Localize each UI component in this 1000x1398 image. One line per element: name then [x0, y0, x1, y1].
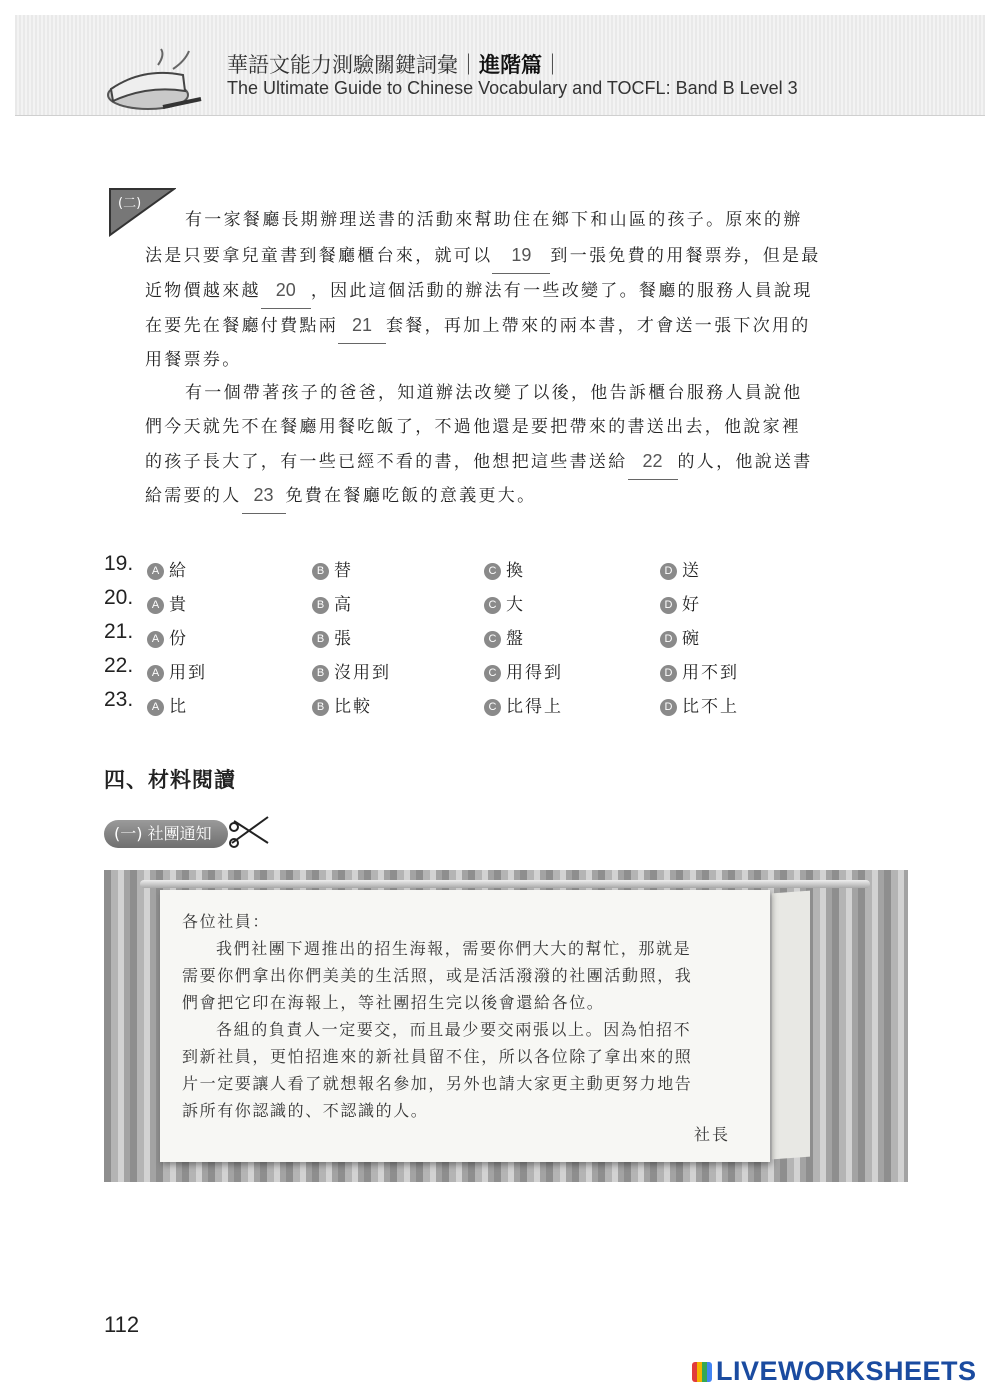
notice-line: 訴所有你認識的、不認識的人。 [182, 1101, 429, 1120]
blank-21-input[interactable]: 21 [338, 308, 386, 344]
passage-line [145, 478, 865, 514]
header-title-main: 華語文能力測驗關鍵詞彙｜ [227, 53, 479, 77]
option-d[interactable] [660, 590, 701, 615]
passage-line [145, 308, 865, 344]
option-c[interactable] [484, 658, 563, 683]
passage-line [145, 238, 865, 274]
passage-text: 的人，他說送書 [677, 452, 813, 472]
option-b[interactable] [312, 658, 391, 683]
passage-text: 到一張免費的用餐票券，但是最 [550, 246, 821, 266]
passage-text: 近物價越來越 [145, 281, 261, 301]
option-badge-icon: B [312, 631, 329, 648]
option-text: 比 [169, 697, 188, 717]
liveworksheets-logo [692, 1356, 977, 1387]
page-header [15, 15, 985, 116]
scissors-icon [228, 813, 272, 849]
subsection-tag: (一) 社團通知 [104, 820, 228, 848]
option-text: 送 [682, 561, 701, 581]
liveworksheets-text: LIVEWORKSHEETS [716, 1356, 977, 1386]
passage-text: 在要先在餐廳付費點兩 [145, 316, 338, 336]
option-badge-icon: D [660, 665, 677, 682]
passage-line [145, 410, 865, 445]
passage-text: ，因此這個活動的辦法有一些改變了。餐廳的服務人員說現 [310, 281, 813, 301]
option-badge-icon: B [312, 665, 329, 682]
passage-text: 有一個帶著孩子的爸爸，知道辦法改變了以後，他告訴櫃台服務人員說他 [185, 383, 803, 403]
notice-line: 們會把它印在海報上，等社團招生完以後會還給各位。 [182, 993, 605, 1012]
notice-line: 需要你們拿出你們美美的生活照，或是活活潑潑的社團活動照，我 [182, 966, 693, 985]
option-badge-icon: B [312, 597, 329, 614]
question-row [104, 620, 824, 650]
option-badge-icon: B [312, 563, 329, 580]
page-number: 112 [104, 1312, 140, 1337]
blank-23-input[interactable]: 23 [242, 478, 286, 514]
question-number: 19. [104, 552, 134, 575]
question-row [104, 552, 824, 582]
option-badge-icon: B [312, 699, 329, 716]
section-marker-label: (二) [118, 196, 142, 211]
option-b[interactable] [312, 590, 353, 615]
notice-back-sheet [772, 891, 810, 1160]
option-d[interactable] [660, 692, 739, 717]
option-text: 比得上 [506, 697, 563, 717]
blank-22-input[interactable]: 22 [628, 444, 678, 480]
book-logo-icon [103, 45, 213, 115]
option-badge-icon: A [147, 563, 164, 580]
option-a[interactable] [147, 624, 188, 649]
question-number: 23. [104, 688, 134, 711]
option-text: 張 [334, 629, 353, 649]
option-text: 大 [506, 595, 525, 615]
option-text: 比較 [334, 697, 372, 717]
option-text: 用得到 [506, 663, 563, 683]
option-text: 份 [169, 629, 188, 649]
passage-text: 給需要的人 [145, 486, 242, 506]
notice-line: 我們社團下週推出的招生海報，需要你們大大的幫忙，那就是 [216, 939, 692, 958]
option-badge-icon: C [484, 699, 501, 716]
passage-text: 免費在餐廳吃飯的意義更大。 [285, 486, 537, 506]
option-text: 換 [506, 561, 525, 581]
passage-line [145, 376, 865, 411]
question-number: 21. [104, 620, 134, 643]
option-b[interactable] [312, 624, 353, 649]
option-c[interactable] [484, 556, 525, 581]
question-row [104, 688, 824, 718]
option-c[interactable] [484, 590, 525, 615]
option-text: 用不到 [682, 663, 739, 683]
option-badge-icon: A [147, 665, 164, 682]
passage-text: 法是只要拿兒童書到餐廳櫃台來，就可以 [145, 246, 493, 266]
notice-line: 各組的負責人一定要交，而且最少要交兩張以上。因為怕招不 [216, 1020, 692, 1039]
notice-greeting: 各位社員： [182, 912, 271, 931]
header-title [227, 49, 563, 79]
header-subtitle: The Ultimate Guide to Chinese Vocabulary and TOCFL: Band B Level 3 [227, 78, 798, 98]
question-row [104, 586, 824, 616]
blank-20-input[interactable]: 20 [261, 273, 311, 309]
option-a[interactable] [147, 590, 188, 615]
option-b[interactable] [312, 692, 372, 717]
option-badge-icon: C [484, 597, 501, 614]
header-title-bold: 進階篇 [479, 53, 542, 77]
option-text: 給 [169, 561, 188, 581]
option-a[interactable] [147, 658, 207, 683]
notice-line: 片一定要讓人看了就想報名參加，另外也請大家更主動更努力地告 [182, 1074, 693, 1093]
option-d[interactable] [660, 624, 701, 649]
passage-text: 用餐票券。 [145, 350, 242, 370]
option-text: 沒用到 [334, 663, 391, 683]
question-number: 22. [104, 654, 134, 677]
option-text: 貴 [169, 595, 188, 615]
option-badge-icon: D [660, 563, 677, 580]
option-badge-icon: C [484, 563, 501, 580]
section-title: 四、材料閱讀 [104, 768, 236, 792]
option-c[interactable] [484, 692, 563, 717]
option-badge-icon: C [484, 631, 501, 648]
option-text: 好 [682, 595, 701, 615]
hanging-rod [140, 880, 870, 888]
option-b[interactable] [312, 556, 353, 581]
passage-text: 的孩子長大了，有一些已經不看的書，他想把這些書送給 [145, 452, 628, 472]
question-number: 20. [104, 586, 134, 609]
option-badge-icon: D [660, 699, 677, 716]
option-text: 用到 [169, 663, 207, 683]
question-row [104, 654, 824, 684]
option-text: 高 [334, 595, 353, 615]
option-a[interactable] [147, 556, 188, 581]
notice-signature: 社長 [694, 1125, 731, 1144]
passage-text: 們今天就先不在餐廳用餐吃飯了，不過他還是要把帶來的書送出去，他說家裡 [145, 417, 802, 437]
option-badge-icon: D [660, 631, 677, 648]
notice-line: 到新社員，更怕招進來的新社員留不住，所以各位除了拿出來的照 [182, 1047, 693, 1066]
header-title-end: ｜ [542, 53, 563, 77]
passage-line [145, 203, 865, 238]
option-text: 替 [334, 561, 353, 581]
option-a[interactable] [147, 692, 188, 717]
passage-text: 有一家餐廳長期辦理送書的活動來幫助住在鄉下和山區的孩子。原來的辦 [185, 210, 803, 230]
option-d[interactable] [660, 658, 739, 683]
option-text: 比不上 [682, 697, 739, 717]
option-badge-icon: D [660, 597, 677, 614]
option-c[interactable] [484, 624, 525, 649]
option-badge-icon: A [147, 699, 164, 716]
option-badge-icon: A [147, 597, 164, 614]
option-badge-icon: C [484, 665, 501, 682]
passage-line [145, 444, 865, 480]
passage-line [145, 273, 865, 309]
blank-19-input[interactable]: 19 [492, 238, 550, 274]
passage-text: 套餐，再加上帶來的兩本書，才會送一張下次用的 [386, 316, 811, 336]
liveworksheets-icon [692, 1362, 712, 1382]
option-text: 盤 [506, 629, 525, 649]
option-d[interactable] [660, 556, 701, 581]
option-badge-icon: A [147, 631, 164, 648]
passage-line [145, 343, 865, 378]
option-text: 碗 [682, 629, 701, 649]
